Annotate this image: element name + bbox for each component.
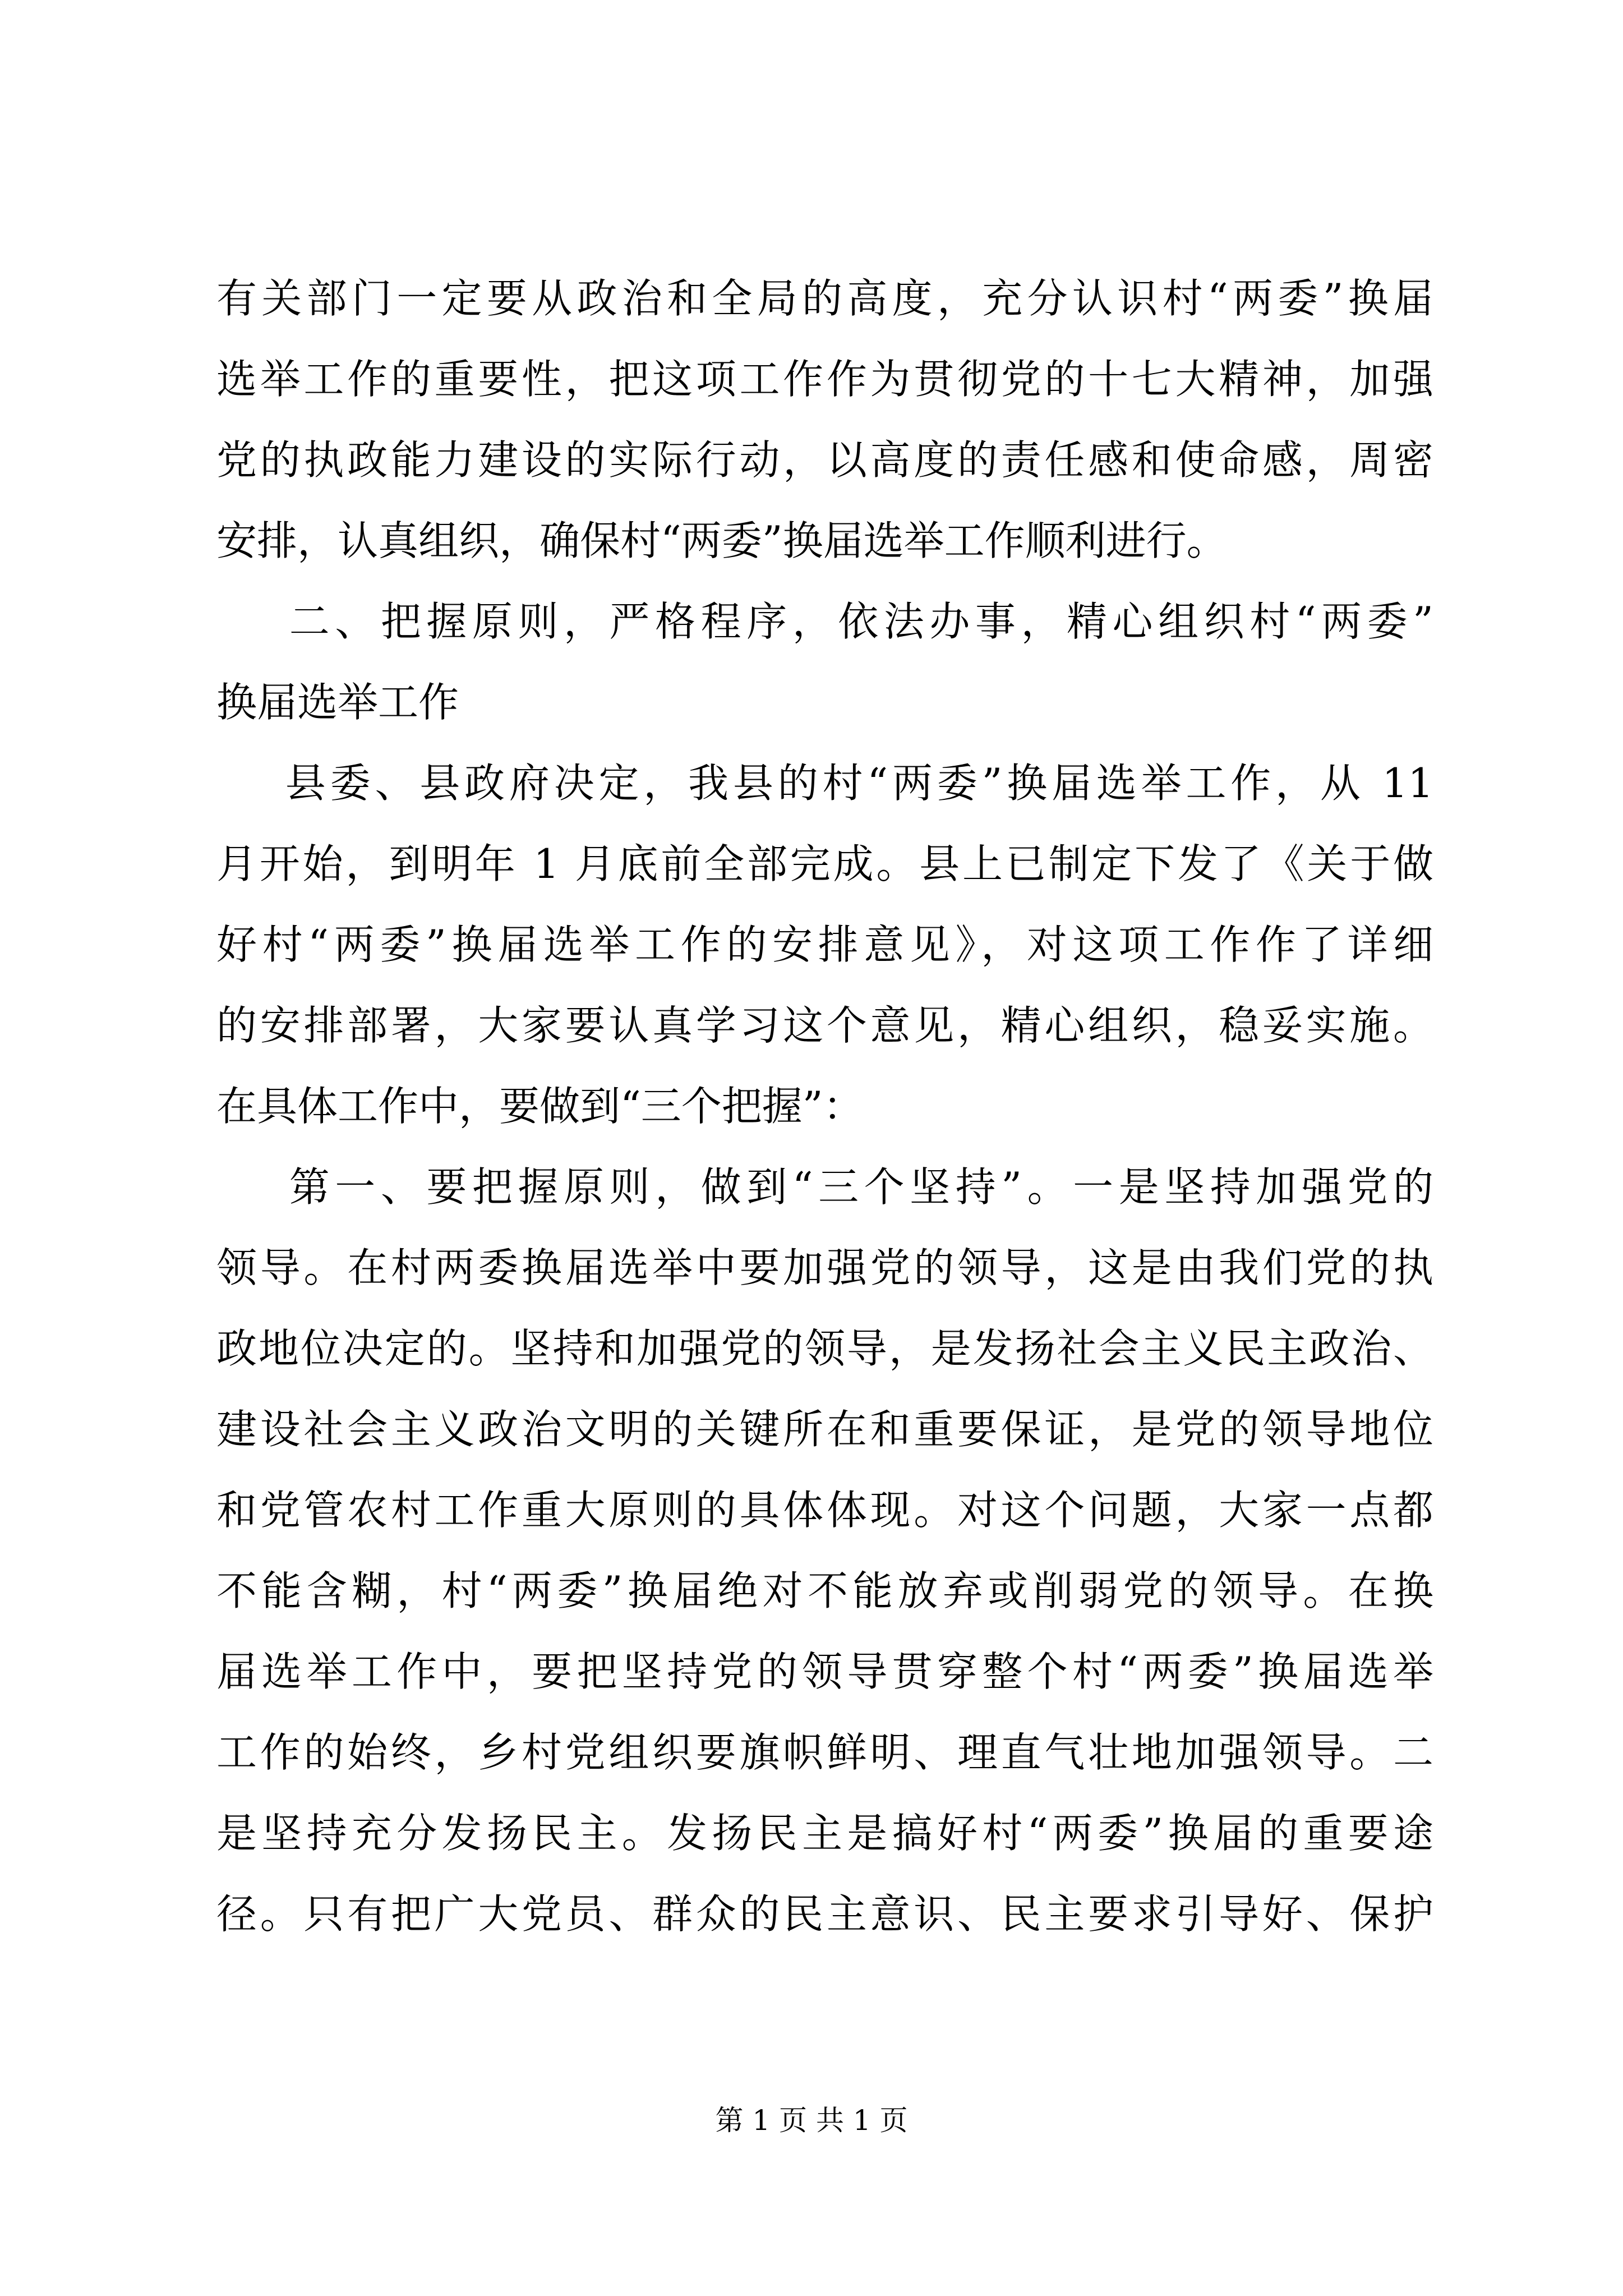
- text-line: 第一、要把握原则，做到“三个坚持”。一是坚持加强党的: [216, 1163, 1433, 1211]
- text-line: 的安排部署，大家要认真学习这个意见，精心组织，稳妥实施。: [216, 1002, 1433, 1049]
- text-line: 径。只有把广大党员、群众的民主意识、民主要求引导好、保护: [216, 1890, 1433, 1938]
- text-line: 届选举工作中，要把坚持党的领导贯穿整个村“两委”换届选举: [216, 1648, 1433, 1695]
- section-heading-line: 二、把握原则，严格程序，依法办事，精心组织村“两委”: [216, 598, 1433, 645]
- text-line: 建设社会主义政治文明的关键所在和重要保证，是党的领导地位: [216, 1406, 1433, 1453]
- text-line: 和党管农村工作重大原则的具体体现。对这个问题，大家一点都: [216, 1487, 1433, 1534]
- text-line: 好村“两委”换届选举工作的安排意见》，对这项工作作了详细: [216, 921, 1433, 968]
- text-line: 月开始，到明年 1 月底前全部完成。县上已制定下发了《关于做: [216, 840, 1433, 887]
- text-line: 不能含糊，村“两委”换届绝对不能放弃或削弱党的领导。在换: [216, 1567, 1433, 1614]
- text-line: 政地位决定的。坚持和加强党的领导，是发扬社会主义民主政治、: [216, 1325, 1433, 1372]
- document-body: [216, 258, 1433, 1954]
- text-line: 党的执政能力建设的实际行动，以高度的责任感和使命感，周密: [216, 436, 1433, 484]
- text-line: 选举工作的重要性，把这项工作作为贯彻党的十七大精神，加强: [216, 356, 1433, 403]
- text-line: 县委、县政府决定，我县的村“两委”换届选举工作，从 11: [216, 760, 1433, 807]
- page-footer: 第 1 页 共 1 页: [715, 2104, 908, 2137]
- text-line: 在具体工作中，要做到“三个把握”：: [216, 1083, 864, 1130]
- text-line: 是坚持充分发扬民主。发扬民主是搞好村“两委”换届的重要途: [216, 1810, 1433, 1857]
- text-line: 安排，认真组织，确保村“两委”换届选举工作顺利进行。: [216, 517, 1227, 564]
- text-line: 领导。在村两委换届选举中要加强党的领导，这是由我们党的执: [216, 1244, 1433, 1291]
- text-line: 工作的始终，乡村党组织要旗帜鲜明、理直气壮地加强领导。二: [216, 1729, 1433, 1776]
- text-line: 有关部门一定要从政治和全局的高度，充分认识村“两委”换届: [216, 275, 1433, 322]
- section-heading-line: 换届选举工作: [216, 679, 459, 726]
